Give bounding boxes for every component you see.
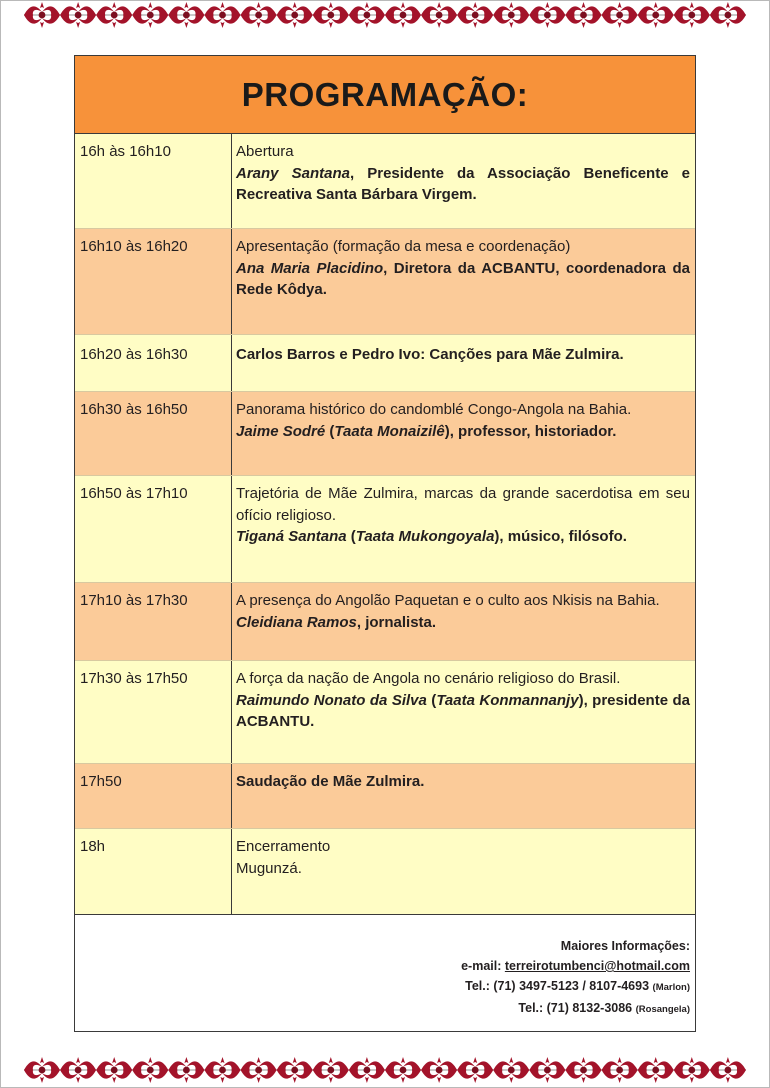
ornament-motif [349,1057,385,1083]
ornament-motif [710,2,746,28]
contact-heading: Maiores Informações: [560,939,690,953]
ornament-motif [493,2,529,28]
schedule-row-6 [75,583,695,661]
paren-open: ( [346,528,356,545]
speaker-alias: Taata Mukongoyala [355,528,495,545]
speaker-role: ), professor, historiador. [444,422,617,440]
ornament-motif [241,2,277,28]
ornament-motif [457,2,493,28]
activity-title: A presença do Angolão Paquetan e o culto aos Nkisis na Bahia. [236,592,660,609]
email-link[interactable]: terreirotumbenci@hotmail.com [504,959,690,973]
ornament-motif [205,1057,241,1083]
speaker-line [236,526,690,548]
bottom-ornament-border [24,1055,746,1085]
time-slot: 17h10 às 17h30 [75,583,232,660]
ornament-motif [638,2,674,28]
ornament-motif [60,1057,96,1083]
ornament-motif [385,1057,421,1083]
activity-description [232,829,695,914]
time-slot: 16h20 às 16h30 [75,335,232,391]
speaker-line [236,612,690,634]
speaker-name: Tiganá Santana [236,528,347,545]
speaker-alias: Taata Monaizilê [334,422,445,440]
ornament-motif [674,1057,710,1083]
ornament-motif [132,1057,168,1083]
activity-description [232,134,695,228]
ornament-motif [602,2,638,28]
ornament-motif [277,1057,313,1083]
time-slot: 16h50 às 17h10 [75,476,232,582]
ornament-motif [241,1057,277,1083]
speaker-alias: Taata Konmannanjy [436,691,579,709]
ornament-motif [457,1057,493,1083]
schedule-row-7 [75,661,695,764]
program-header [75,56,695,134]
speaker-line [236,421,690,443]
email-label: e-mail: [461,959,505,973]
phone-line-1 [461,976,690,998]
ornament-motif [24,2,60,28]
speaker-line [236,163,690,206]
ornament-motif [349,2,385,28]
speaker-role: , jornalista. [356,613,437,631]
ornament-motif [638,1057,674,1083]
ornament-motif [566,1057,602,1083]
activity-description [232,476,695,582]
ornament-pattern-bottom [24,1055,746,1085]
schedule-row-2 [75,229,695,335]
ornament-motif [710,1057,746,1083]
contact-info [461,936,690,1020]
activity-title: Apresentação (formação da mesa e coordenação) [236,238,571,255]
program-table [74,55,696,1032]
ornament-motif [24,1057,60,1083]
activity-description [232,764,695,828]
schedule-row-9 [75,829,695,915]
activity-description [232,392,695,475]
ornament-motif [313,1057,349,1083]
speaker-name: Jaime Sodré [236,422,326,440]
ornament-motif [421,2,457,28]
activity-title: A força da nação de Angola no cenário religioso do Brasil. [236,670,621,687]
speaker-name: Ana Maria Placidino [236,259,384,277]
ornament-motif [132,2,168,28]
speaker-role: ), músico, filósofo. [494,528,627,545]
activity-description [232,335,695,391]
top-ornament-border [24,0,746,30]
activity-title: Abertura [236,143,294,160]
ornament-motif [277,2,313,28]
schedule-row-8 [75,764,695,829]
paren-open: ( [426,691,437,709]
speaker-name: Arany Santana [236,164,350,182]
paren-open: ( [325,422,335,440]
schedule-row-3 [75,335,695,392]
ornament-motif [602,1057,638,1083]
activity-title: Saudação de Mãe Zulmira. [236,773,425,790]
ornament-motif [493,1057,529,1083]
activity-title: Encerramento [236,838,331,855]
ornament-motif [168,1057,204,1083]
ornament-motif [529,1057,565,1083]
phone-1: Tel.: (71) 3497-5123 / 8107-4693 [465,979,650,993]
ornament-motif [60,2,96,28]
speaker-role: , Diretora da ACBANTU, coordenadora da Rede Kôdya. [236,259,690,298]
ornament-motif [674,2,710,28]
time-slot: 16h10 às 16h20 [75,229,232,334]
speaker-line [236,258,690,301]
program-title: PROGRAMAÇÃO: [241,75,529,113]
schedule-row-5 [75,476,695,583]
ornament-pattern-top [24,0,746,30]
email-line [461,956,690,976]
phone-2: Tel.: (71) 8132-3086 [518,1001,633,1015]
activity-title: Panorama histórico do candomblé Congo-Angola na Bahia. [236,401,632,418]
phone-line-2 [461,998,690,1020]
activity-description [232,661,695,763]
ornament-motif [529,2,565,28]
time-slot: 16h30 às 16h50 [75,392,232,475]
ornament-motif [168,2,204,28]
time-slot: 17h50 [75,764,232,828]
speaker-line [236,690,690,733]
speaker-name: Raimundo Nonato da Silva [236,691,427,709]
activity-title: Trajetória de Mãe Zulmira, marcas da grande sacerdotisa em seu ofício religioso. [236,485,690,524]
ornament-motif [96,1057,132,1083]
ornament-motif [96,2,132,28]
time-slot: 16h às 16h10 [75,134,232,228]
schedule-row-1 [75,134,695,229]
ornament-motif [385,2,421,28]
speaker-role: , Presidente da Associação Beneficente e Recreativa Santa Bárbara Virgem. [236,164,690,203]
activity-description [232,229,695,334]
ornament-motif [421,1057,457,1083]
phone-1-contact: (Marlon) [652,982,690,993]
schedule-row-4 [75,392,695,476]
time-slot: 18h [75,829,232,914]
phone-2-contact: (Rosangela) [635,1004,690,1015]
ornament-motif [566,2,602,28]
speaker-name: Cleidiana Ramos [236,613,357,631]
speaker-role: ), presidente da ACBANTU. [236,691,690,730]
activity-description [232,583,695,660]
time-slot: 17h30 às 17h50 [75,661,232,763]
activity-title: Carlos Barros e Pedro Ivo: Canções para Mãe Zulmira. [236,346,624,363]
ornament-motif [313,2,349,28]
ornament-motif [205,2,241,28]
activity-subtitle: Mugunzá. [236,859,302,877]
